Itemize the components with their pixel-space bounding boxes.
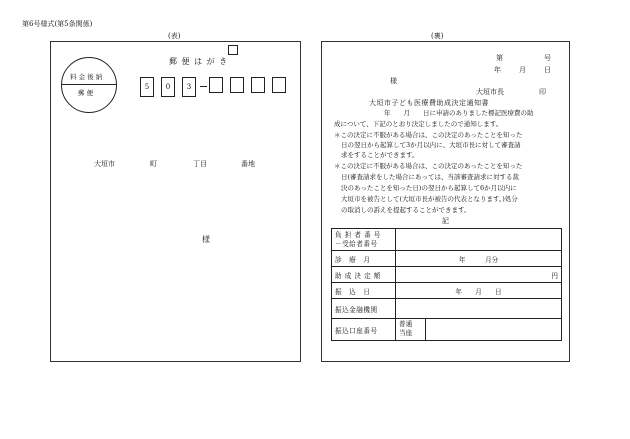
- address-town: 町: [150, 160, 157, 168]
- addressee-suffix: 様: [390, 77, 397, 85]
- date-year: 年: [494, 66, 501, 74]
- account-number[interactable]: [426, 319, 561, 340]
- burden-label-2: －受給者番号: [335, 239, 378, 248]
- date-day: 日: [544, 66, 551, 74]
- date-month: 月: [519, 66, 526, 74]
- table-row-account: [332, 319, 562, 341]
- transfer-value[interactable]: 年 月 日: [396, 283, 562, 299]
- address-city: 大垣市: [94, 160, 115, 168]
- note2-line-1: ＊この決定に不服がある場合は、この決定のあったことを知った: [334, 162, 523, 170]
- back-panel: [321, 41, 570, 362]
- note2-line-5: の取消しの訴えを提起することができます。: [341, 206, 471, 214]
- back-heading: (裏): [431, 32, 444, 40]
- ki-label: 記: [442, 217, 449, 225]
- postage-paid-stamp: [61, 57, 117, 113]
- account-type-toza: 当座: [399, 328, 413, 337]
- postcard-title: 郵 便 は が き: [169, 57, 229, 66]
- address-banchi: 番地: [241, 160, 255, 168]
- table-row-amount: [332, 267, 562, 283]
- account-value[interactable]: [396, 319, 562, 341]
- table-row-bank: [332, 299, 562, 319]
- postal-hyphen: [200, 86, 207, 87]
- address-chome: 丁目: [193, 160, 207, 168]
- table-row-treatment: [332, 251, 562, 267]
- account-type-futsu: 普通: [399, 320, 413, 328]
- front-panel: [50, 41, 301, 362]
- treatment-label: 診 療 月: [332, 251, 396, 267]
- recipient-suffix: 様: [202, 235, 210, 244]
- amount-label: 助 成 決 定 額: [332, 267, 396, 283]
- bank-label: 振込金融機関: [332, 299, 396, 319]
- postal-box-2[interactable]: 0: [161, 77, 175, 97]
- front-heading: (表): [168, 32, 181, 40]
- amount-value[interactable]: 円: [396, 267, 562, 283]
- account-label: 振込口座番号: [332, 319, 396, 341]
- bank-value[interactable]: [396, 299, 562, 319]
- burden-label: [332, 229, 396, 251]
- note2-line-4: 大垣市を被告として(大垣市長が被告の代表となります。)処分: [341, 195, 518, 203]
- table-row-burden: [332, 229, 562, 251]
- note1-line-2: 日の翌日から起算して3か月以内に、大垣市長に対して審査請: [341, 141, 521, 149]
- account-type: [396, 319, 426, 340]
- postal-box-1[interactable]: 5: [140, 77, 154, 97]
- notice-title: 大垣市子ども医療費助成決定通知書: [369, 99, 489, 107]
- postal-box-6[interactable]: [251, 77, 265, 93]
- note1-line-3: 求をすることができます。: [341, 151, 419, 159]
- number-suffix: 号: [544, 54, 551, 62]
- postal-box-3[interactable]: 3: [182, 77, 196, 97]
- treatment-value[interactable]: 年 月分: [396, 251, 562, 267]
- postal-box-4[interactable]: [209, 77, 223, 93]
- table-row-transfer: [332, 283, 562, 299]
- decision-table: [331, 228, 562, 341]
- note2-line-3: 決のあったことを知った日)の翌日から起算して6か月以内に: [341, 184, 517, 192]
- number-label: 第: [496, 54, 503, 62]
- stamp-text-2: 郵 便: [78, 89, 94, 97]
- stamp-text-1: 料 金 後 納: [70, 73, 103, 81]
- stamp-divider: [62, 84, 116, 85]
- stamp-box-top: [228, 45, 238, 55]
- note2-line-2: 日(審査請求をした場合にあっては、当該審査請求に対する裁: [341, 173, 519, 181]
- body-line-2: 成について、下記のとおり決定しましたので通知します。: [334, 120, 503, 128]
- note1-line-1: ＊この決定に不服がある場合は、この決定のあったことを知った: [334, 131, 523, 139]
- postal-box-5[interactable]: [230, 77, 244, 93]
- postal-box-7[interactable]: [272, 77, 286, 93]
- burden-label-1: 負 担 者 番 号: [335, 230, 381, 239]
- body-line-1: 年 月 日に申請のありました標記医療費の助: [384, 109, 534, 117]
- seal: 印: [539, 88, 546, 96]
- transfer-label: 振 込 日: [332, 283, 396, 299]
- form-title: 第6号様式(第5条関係): [22, 20, 93, 28]
- burden-value[interactable]: [396, 229, 562, 251]
- sender: 大垣市長: [476, 88, 504, 96]
